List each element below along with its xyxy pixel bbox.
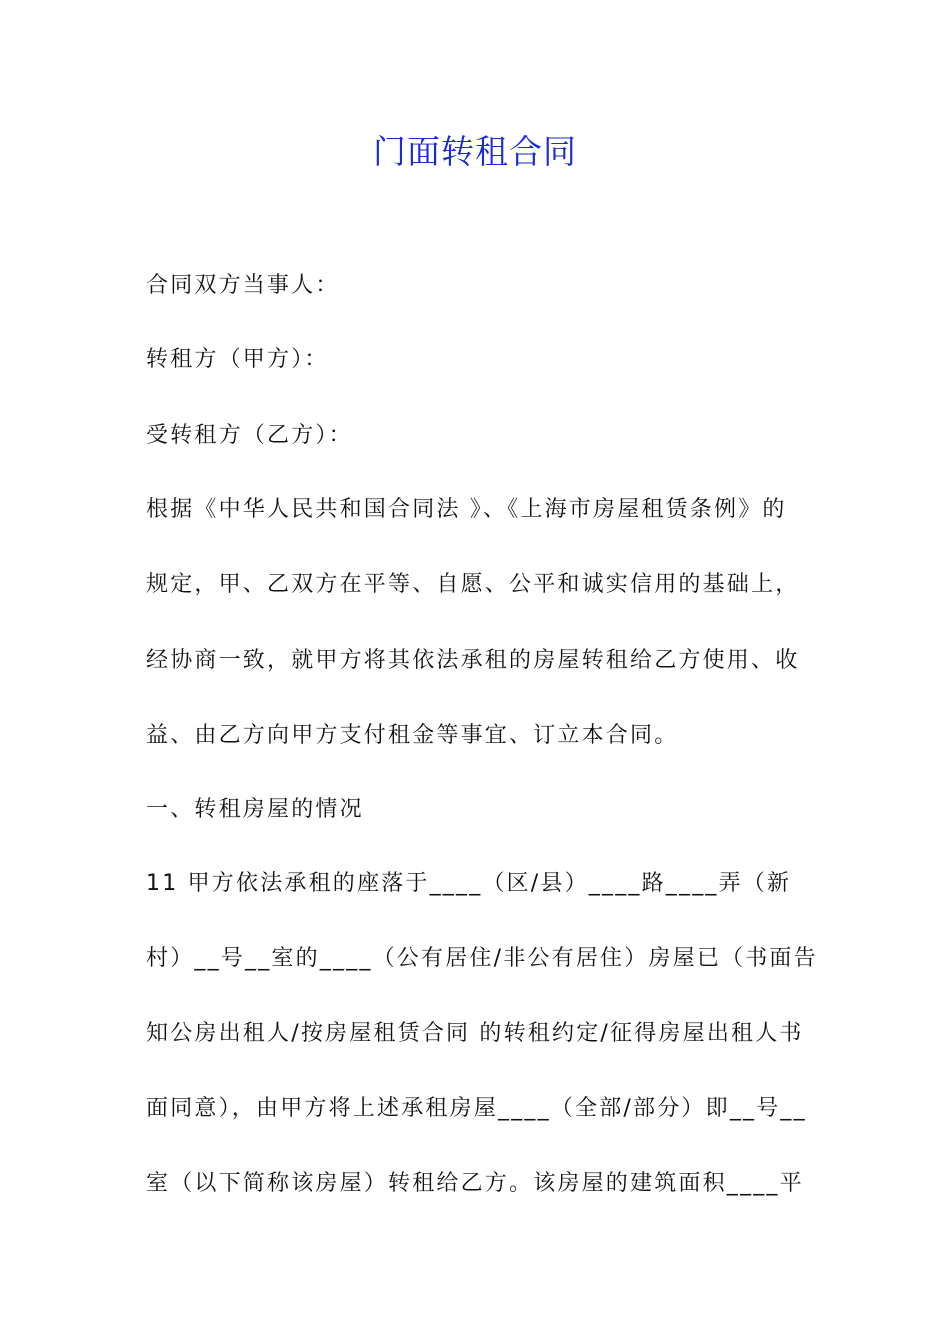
clause-line-4: 面同意），由甲方将上述承租房屋____（全部/部分）即__号__ <box>146 1096 807 1121</box>
clause-line-1: 11 甲方依法承租的座落于____（区/县）____路____弄（新 <box>146 871 792 896</box>
clause-line-3: 知公房出租人/按房屋租赁合同 的转租约定/征得房屋出租人书 <box>146 1021 804 1046</box>
preamble-line-4: 益、由乙方向甲方支付租金等事宜、订立本合同。 <box>146 723 679 748</box>
document-title: 门面转租合同 <box>373 132 577 171</box>
section-heading: 一、转租房屋的情况 <box>146 797 364 822</box>
clause-line-5: 室（以下简称该房屋）转租给乙方。该房屋的建筑面积____平 <box>146 1171 804 1196</box>
preamble-line-3: 经协商一致，就甲方将其依法承租的房屋转租给乙方使用、收 <box>146 648 800 673</box>
clause-line-2: 村）__号__室的____（公有居住/非公有居住）房屋已（书面告 <box>146 946 818 971</box>
preamble-line-1: 根据《中华人民共和国合同法 》、《上海市房屋租赁条例》的 <box>146 497 787 522</box>
parties-heading: 合同双方当事人： <box>146 273 340 298</box>
party-b-line: 受转租方（乙方）： <box>146 423 353 448</box>
preamble-line-2: 规定，甲、乙双方在平等、自愿、公平和诚实信用的基础上， <box>146 572 800 597</box>
party-a-line: 转租方（甲方）： <box>146 347 329 372</box>
